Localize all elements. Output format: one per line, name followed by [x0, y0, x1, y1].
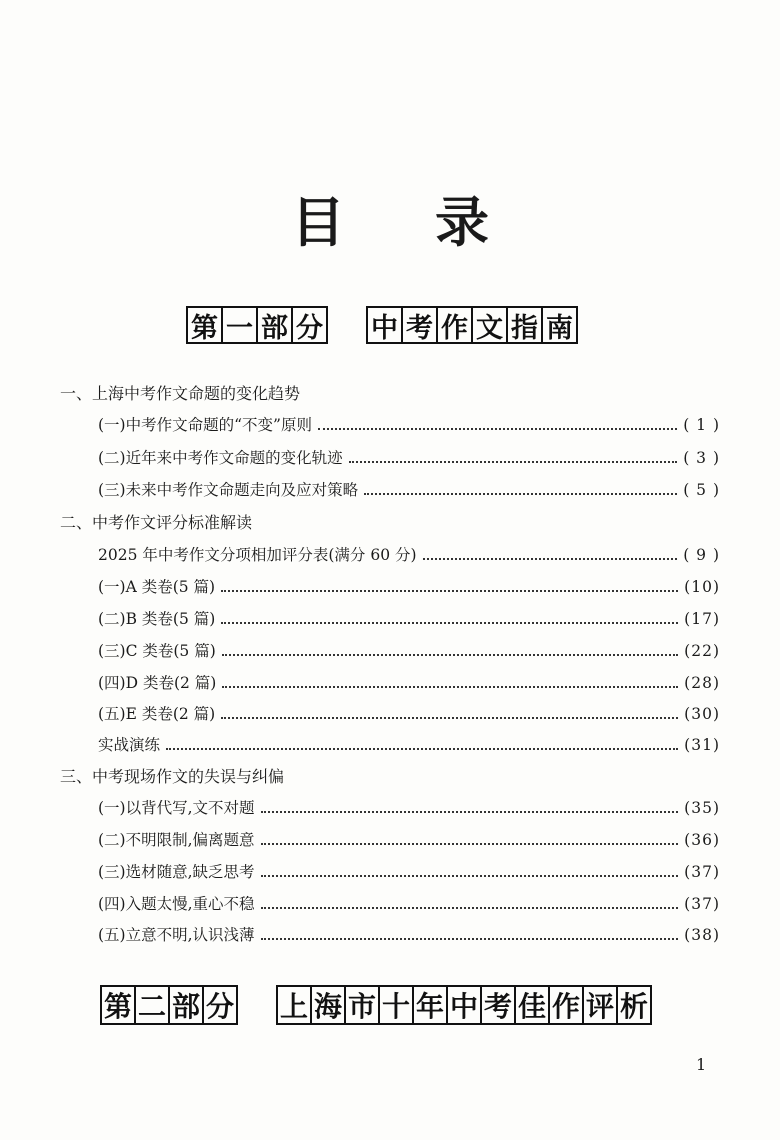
toc-entry[interactable] [98, 573, 720, 601]
toc-entry-label: (一)以背代写,文不对题 [98, 799, 255, 817]
part2-title-char: 十 [378, 985, 414, 1025]
part2-title-char: 海 [310, 985, 346, 1025]
section-title: 二、中考作文评分标准解读 [60, 513, 253, 532]
toc-entry-label: (五)E 类卷(2 篇) [98, 705, 216, 723]
toc-entry[interactable] [98, 858, 720, 886]
toc-entry[interactable] [98, 700, 720, 728]
part2-title-char: 中 [446, 985, 482, 1025]
part2-title-char: 上 [276, 985, 312, 1025]
page-number: 1 [696, 1055, 707, 1074]
toc-entry-label: 2025 年中考作文分项相加评分表(满分 60 分) [98, 546, 417, 564]
toc-entry-page: ( 3 ) [683, 449, 720, 467]
leader-dots [222, 654, 678, 656]
toc-entry-page: (37) [684, 895, 720, 913]
leader-dots [261, 938, 679, 940]
part1-title-char: 指 [506, 306, 543, 344]
toc-entry[interactable] [98, 669, 720, 697]
part1-title [366, 306, 578, 344]
part1-title-char: 南 [541, 306, 578, 344]
toc-entry[interactable] [98, 637, 720, 665]
part2-title-char: 市 [344, 985, 380, 1025]
part2-title-char: 评 [582, 985, 618, 1025]
leader-dots [221, 590, 678, 592]
toc-entry-page: ( 5 ) [683, 481, 720, 499]
part2-label-char: 分 [202, 985, 238, 1025]
toc-entry-label: (四)D 类卷(2 篇) [98, 674, 217, 692]
leader-dots [166, 748, 678, 750]
toc-entry-label: (三)选材随意,缺乏思考 [98, 863, 255, 881]
toc-entry[interactable] [98, 444, 720, 472]
leader-dots [318, 428, 677, 430]
part1-title-char: 作 [436, 306, 473, 344]
toc-entry-page: ( 1 ) [683, 416, 720, 434]
part2-title-char: 析 [616, 985, 652, 1025]
toc-entry[interactable] [98, 731, 720, 759]
part2-title [276, 985, 652, 1025]
toc-entry-label: (三)未来中考作文命题走向及应对策略 [98, 481, 359, 499]
part2-label [100, 985, 238, 1025]
toc-entry-page: (38) [684, 926, 720, 944]
part2-title-char: 作 [548, 985, 584, 1025]
leader-dots [221, 622, 678, 624]
toc-entry[interactable] [98, 890, 720, 918]
toc-entry-label: (三)C 类卷(5 篇) [98, 642, 216, 660]
part2-title-char: 考 [480, 985, 516, 1025]
leader-dots [349, 461, 678, 463]
toc-entry-page: (30) [684, 705, 720, 723]
leader-dots [261, 907, 679, 909]
toc-entry[interactable] [98, 826, 720, 854]
part1-title-char: 考 [401, 306, 438, 344]
leader-dots [261, 811, 679, 813]
part2-title-char: 年 [412, 985, 448, 1025]
toc-entry-page: (17) [684, 610, 720, 628]
toc-entry-label: (四)入题太慢,重心不稳 [98, 895, 255, 913]
toc-entry-label: (一)中考作文命题的“不变”原则 [98, 416, 312, 434]
toc-entry-page: (28) [684, 674, 720, 692]
toc-entry-label: 实战演练 [98, 736, 161, 754]
toc-entry-page: (22) [684, 642, 720, 660]
toc-entry-label: (五)立意不明,认识浅薄 [98, 926, 255, 944]
toc-entry-page: (37) [684, 863, 720, 881]
part2-banner [100, 985, 652, 1025]
leader-dots [221, 717, 678, 719]
toc-entry-page: ( 9 ) [683, 546, 720, 564]
toc-entry-page: (36) [684, 831, 720, 849]
toc-entry-page: (31) [684, 736, 720, 754]
part1-title-char: 中 [366, 306, 403, 344]
toc-entry-label: (一)A 类卷(5 篇) [98, 578, 216, 596]
toc-entry[interactable] [98, 476, 720, 504]
toc-entry[interactable] [98, 541, 720, 569]
part1-label-char: 第 [186, 306, 223, 344]
part1-label [186, 306, 328, 344]
leader-dots [364, 493, 677, 495]
part2-label-char: 部 [168, 985, 204, 1025]
toc-entry[interactable] [98, 411, 720, 439]
leader-dots [261, 875, 679, 877]
toc-entry[interactable] [98, 921, 720, 949]
toc-entry-label: (二)不明限制,偏离题意 [98, 831, 255, 849]
toc-entry-page: (10) [684, 578, 720, 596]
part1-label-char: 部 [256, 306, 293, 344]
toc-entry[interactable] [98, 794, 720, 822]
leader-dots [222, 686, 678, 688]
section-title: 一、上海中考作文命题的变化趋势 [60, 384, 301, 403]
part1-label-char: 一 [221, 306, 258, 344]
part2-label-char: 二 [134, 985, 170, 1025]
part1-title-char: 文 [471, 306, 508, 344]
toc-entry-label: (二)近年来中考作文命题的变化轨迹 [98, 449, 343, 467]
leader-dots [423, 558, 678, 560]
part1-label-char: 分 [291, 306, 328, 344]
toc-entry-page: (35) [684, 799, 720, 817]
toc-entry-label: (二)B 类卷(5 篇) [98, 610, 216, 628]
page-title: 目录 [291, 190, 579, 254]
leader-dots [261, 843, 679, 845]
part2-title-char: 佳 [514, 985, 550, 1025]
toc-entry[interactable] [98, 605, 720, 633]
part1-banner [186, 306, 578, 344]
section-title: 三、中考现场作文的失误与纠偏 [60, 767, 285, 786]
part2-label-char: 第 [100, 985, 136, 1025]
